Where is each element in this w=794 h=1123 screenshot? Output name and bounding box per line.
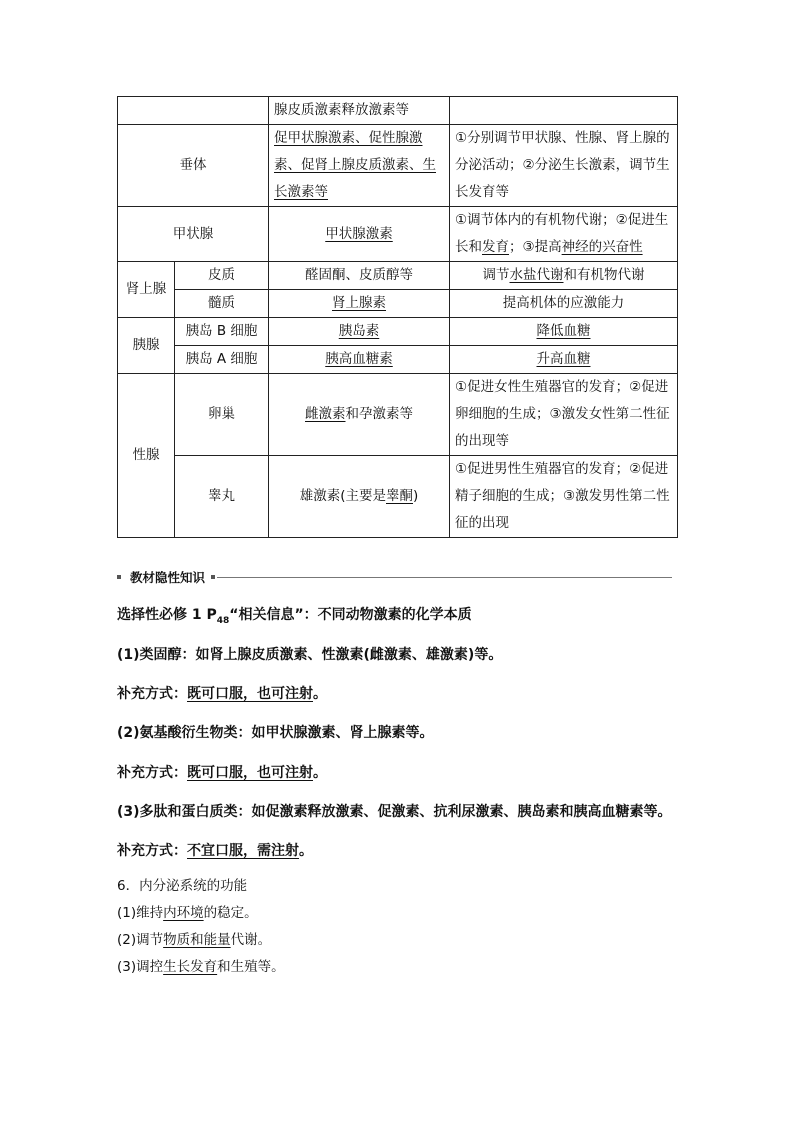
hormone-cell: 胰岛素: [269, 318, 450, 346]
hormone-cell: 胰高血糖素: [269, 346, 450, 374]
table-row: [118, 125, 678, 207]
gland-cell: 甲状腺: [118, 207, 269, 262]
gland-cell: 垂体: [118, 125, 269, 207]
paragraph: (3)多肽和蛋白质类：如促激素释放激素、促激素、抗利尿激素、胰岛素和胰高血糖素等。: [117, 804, 672, 820]
subgland-cell: 睾丸: [175, 456, 269, 538]
section-header: [117, 568, 672, 588]
function-cell: [450, 97, 678, 125]
knowledge-heading: 选择性必修 1 $P_{48}“$相关信息”：不同动物激素的化学本质: [117, 607, 472, 626]
function-cell: ①分别调节甲状腺、性腺、肾上腺的分泌活动；②分泌生长激素，调节生长发育等: [450, 125, 678, 207]
function-cell: 调节水盐代谢和有机物代谢: [450, 262, 678, 290]
paragraph: (2)氨基酸衍生物类：如甲状腺激素、肾上腺素等。: [117, 725, 434, 741]
gland-cell: 肾上腺: [118, 262, 175, 318]
list-item: (2)调节物质和能量代谢。: [117, 932, 272, 948]
section-heading: 6．内分泌系统的功能: [117, 878, 248, 894]
paragraph: 补充方式：不宜口服，需注射。: [117, 843, 313, 859]
table-row: [118, 318, 678, 346]
hormone-cell: 促甲状腺激素、促性腺激素、促肾上腺皮质激素、生长激素等: [269, 125, 450, 207]
function-cell: ①促进男性生殖器官的发育；②促进精子细胞的生成；③激发男性第二性征的出现: [450, 456, 678, 538]
paragraph: 补充方式：既可口服，也可注射。: [117, 765, 327, 781]
function-cell: 降低血糖: [450, 318, 678, 346]
hormone-cell: 雌激素和孕激素等: [269, 374, 450, 456]
table-row: [118, 207, 678, 262]
subgland-cell: 胰岛 B 细胞: [175, 318, 269, 346]
subgland-cell: 卵巢: [175, 374, 269, 456]
table-row: [118, 456, 678, 538]
subgland-cell: 胰岛 A 细胞: [175, 346, 269, 374]
list-item: (3)调控生长发育和生殖等。: [117, 959, 285, 975]
table-row: [118, 290, 678, 318]
hormone-cell: 雄激素(主要是睾酮): [269, 456, 450, 538]
gland-cell: 胰腺: [118, 318, 175, 374]
gland-cell: 性腺: [118, 374, 175, 538]
subgland-cell: 髓质: [175, 290, 269, 318]
hormone-cell: 肾上腺素: [269, 290, 450, 318]
gland-cell: [118, 97, 269, 125]
list-item: (1)维持内环境的稳定。: [117, 905, 258, 921]
function-cell: ①促进女性生殖器官的发育；②促进卵细胞的生成；③激发女性第二性征的出现等: [450, 374, 678, 456]
table-row: [118, 97, 678, 125]
bullet-square-icon: [211, 575, 215, 579]
function-cell: ①调节体内的有机物代谢；②促进生长和发育；③提高神经的兴奋性: [450, 207, 678, 262]
table-row: [118, 262, 678, 290]
hormone-cell: 醛固酮、皮质醇等: [269, 262, 450, 290]
hormone-table: [117, 96, 678, 538]
function-cell: 提高机体的应激能力: [450, 290, 678, 318]
hormone-cell: 腺皮质激素释放激素等: [269, 97, 450, 125]
section-title: 教材隐性知识: [130, 570, 206, 585]
subgland-cell: 皮质: [175, 262, 269, 290]
paragraph: (1)类固醇：如肾上腺皮质激素、性激素(雌激素、雄激素)等。: [117, 647, 503, 663]
hormone-cell: 甲状腺激素: [269, 207, 450, 262]
section-divider: [217, 577, 672, 578]
function-cell: 升高血糖: [450, 346, 678, 374]
table-row: [118, 346, 678, 374]
bullet-square-icon: [117, 575, 121, 579]
paragraph: 补充方式：既可口服，也可注射。: [117, 686, 327, 702]
table-row: [118, 374, 678, 456]
